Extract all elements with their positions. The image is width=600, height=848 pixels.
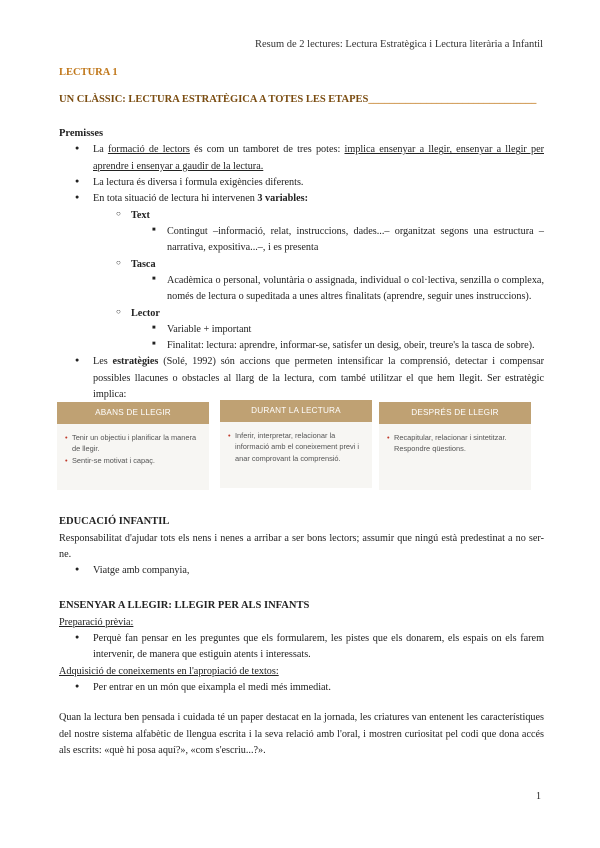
box-body	[220, 422, 372, 464]
infantil-heading: EDUCACIÓ INFANTIL	[59, 516, 170, 527]
lectura-label: LECTURA 1	[59, 67, 118, 78]
box-item: • Tenir un objectiu i planificar la manera de llegir.	[65, 432, 201, 455]
text: La	[93, 144, 108, 156]
page-number: 1	[536, 791, 541, 802]
prep-label: Preparació prèvia:	[59, 616, 134, 628]
list-item: ■ Contingut –informació, relat, instruccions, dades...– organitzat segons una estructura –narrativa, expositiva...–, i es presenta	[59, 224, 544, 257]
premisses-list	[59, 354, 544, 403]
box-title: DURANT LA LECTURA	[220, 400, 372, 422]
premisses-list	[59, 142, 544, 207]
main-content	[59, 65, 544, 403]
list-item: ● Perquè fan pensar en les preguntes que els formularem, les pistes que els donarem, els espais on els farem intervenir, de manera que estiguin atents i interessats.	[59, 631, 544, 664]
text: Les	[93, 356, 113, 368]
ensenyar-heading: ENSENYAR A LLEGIR: LLEGIR PER ALS INFANTS	[59, 600, 310, 611]
closing-paragraph: Quan la lectura ben pensada i cuidada té un paper destacat en la jornada, les criatures van entenent les característiques del nostre sistema alfabètic de llengua escrita i la seva relació amb l'oral, i mostren curiositat pel codi que dona accés als escrits: «què hi posa aquí?», «com s'escriu...?».	[59, 712, 544, 756]
box-item: • Recapitular, relacionar i sintetitzar. Respondre qüestions.	[387, 432, 523, 455]
sub-list	[59, 322, 544, 355]
sub-list	[59, 273, 544, 306]
variables-list	[59, 257, 544, 273]
infantil-text: Responsabilitat d'ajudar tots els nens i nenes a arribar a ser bons lectors; assumir que ningú està predestinat a no ser-ne.	[59, 532, 544, 561]
variable-label: Lector	[131, 307, 160, 319]
infantil-section	[59, 514, 544, 580]
classic-title: UN CLÀSSIC: LECTURA ESTRATÈGICA A TOTES LES ETAPES	[59, 93, 369, 105]
variable-text	[59, 208, 544, 224]
adq-label: Adquisició de coneixements en l'apropiació de textos:	[59, 665, 279, 677]
premisses-heading: Premisses	[59, 127, 104, 139]
list-item	[59, 142, 544, 175]
bold-text: 3 variables:	[257, 193, 309, 205]
list-item: ● Per entrar en un món que eixampla el medi més immediat.	[59, 680, 544, 696]
list-item: ● Viatge amb companyia,	[59, 563, 544, 579]
box-item: • Inferir, interpretar, relacionar la informació amb el coneixement previ i anar comprovant la comprensió.	[228, 430, 364, 464]
strategy-diagram	[57, 402, 535, 494]
sub-list	[59, 224, 544, 257]
box-item: • Sentir-se motivat i capaç.	[65, 455, 201, 466]
text: és com un tamboret de tres potes:	[189, 144, 345, 156]
list-item: ● La lectura és diversa i formula exigències diferents.	[59, 175, 544, 191]
underlined-text: implica ensenyar a llegir, ensenyar a llegir per aprendre i ensenyar a gaudir de la lectura.	[93, 144, 544, 172]
bold-text: estratègies	[112, 356, 159, 368]
list-item: ■ Finalitat: lectura: aprendre, informar-se, satisfer un desig, obeir, treure's la tasca de sobre).	[59, 338, 544, 354]
list-item: ■ Variable + important	[59, 322, 544, 338]
section-heading-classic	[59, 92, 544, 109]
box-title: ABANS DE LLEGIR	[57, 402, 209, 424]
running-header: Resum de 2 lectures: Lectura Estratègica i Lectura literària a Infantil	[254, 39, 543, 50]
strategy-box-during	[220, 400, 372, 488]
prep-list	[59, 631, 544, 664]
infantil-list	[59, 563, 544, 579]
list-item	[59, 354, 544, 403]
adq-list	[59, 680, 544, 696]
variable-label: Text	[131, 209, 150, 221]
variable-label: Tasca	[131, 258, 156, 270]
variables-list	[59, 208, 544, 224]
text: (Solé, 1992) són accions que permeten intensificar la comprensió, detectar i compensar possibles llacunes o obstacles al llarg de la lectura, com també utilitzar el que hem llegit. Ser estratègic implica:	[93, 356, 544, 401]
variable-tasca	[59, 257, 544, 273]
variables-list	[59, 306, 544, 322]
box-title: DESPRÉS DE LLEGIR	[379, 402, 531, 424]
box-body	[57, 424, 209, 466]
heading-rule: ________________________________	[368, 93, 537, 105]
text: En tota situació de lectura hi intervenen	[93, 193, 258, 205]
list-item	[59, 191, 544, 207]
underlined-text: formació de lectors	[107, 144, 190, 156]
strategy-box-before	[57, 402, 209, 490]
strategy-box-after	[379, 402, 531, 490]
ensenyar-section	[59, 598, 544, 759]
list-item: ■ Acadèmica o personal, voluntària o assignada, individual o col·lectiva, senzilla o complexa, només de lectura o supeditada a unes altres finalitats (aprendre, seguir unes instruccions).	[59, 273, 544, 306]
variable-lector	[59, 306, 544, 322]
box-body	[379, 424, 531, 455]
